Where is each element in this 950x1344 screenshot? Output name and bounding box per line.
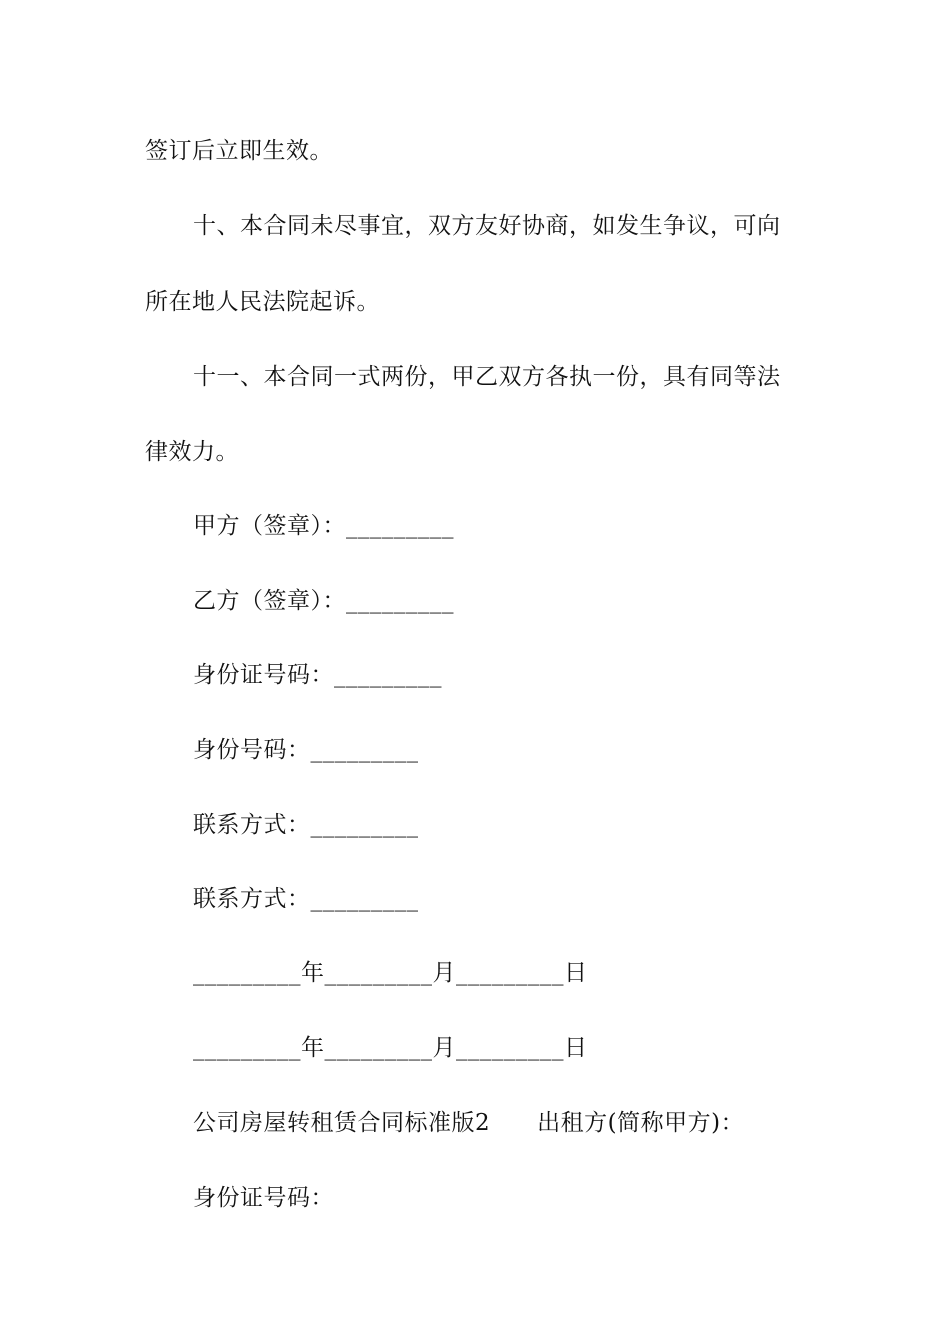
contact-field-a: 联系方式：_________ xyxy=(193,812,419,838)
text-line-effective: 签订后立即生效。 xyxy=(145,138,333,164)
id-card-number-field: 身份证号码：_________ xyxy=(193,662,442,688)
contract-title-line: 公司房屋转租赁合同标准版2 出租方(简称甲方)： xyxy=(193,1110,745,1136)
date-field-b: _________年_________月_________日 xyxy=(193,1035,588,1061)
lessor-id-field: 身份证号码： xyxy=(193,1185,334,1211)
id-number-field: 身份号码：_________ xyxy=(193,737,419,763)
party-a-signature: 甲方（签章）：_________ xyxy=(193,513,454,539)
party-b-signature: 乙方（签章）：_________ xyxy=(193,588,454,614)
clause-11-line-2: 律效力。 xyxy=(145,439,239,465)
clause-11-line-1: 十一、本合同一式两份，甲乙双方各执一份，具有同等法 xyxy=(193,364,781,390)
clause-10-line-1: 十、本合同未尽事宜，双方友好协商，如发生争议，可向 xyxy=(193,213,781,239)
clause-10-line-2: 所在地人民法院起诉。 xyxy=(145,289,380,315)
contact-field-b: 联系方式：_________ xyxy=(193,886,419,912)
date-field-a: _________年_________月_________日 xyxy=(193,960,588,986)
